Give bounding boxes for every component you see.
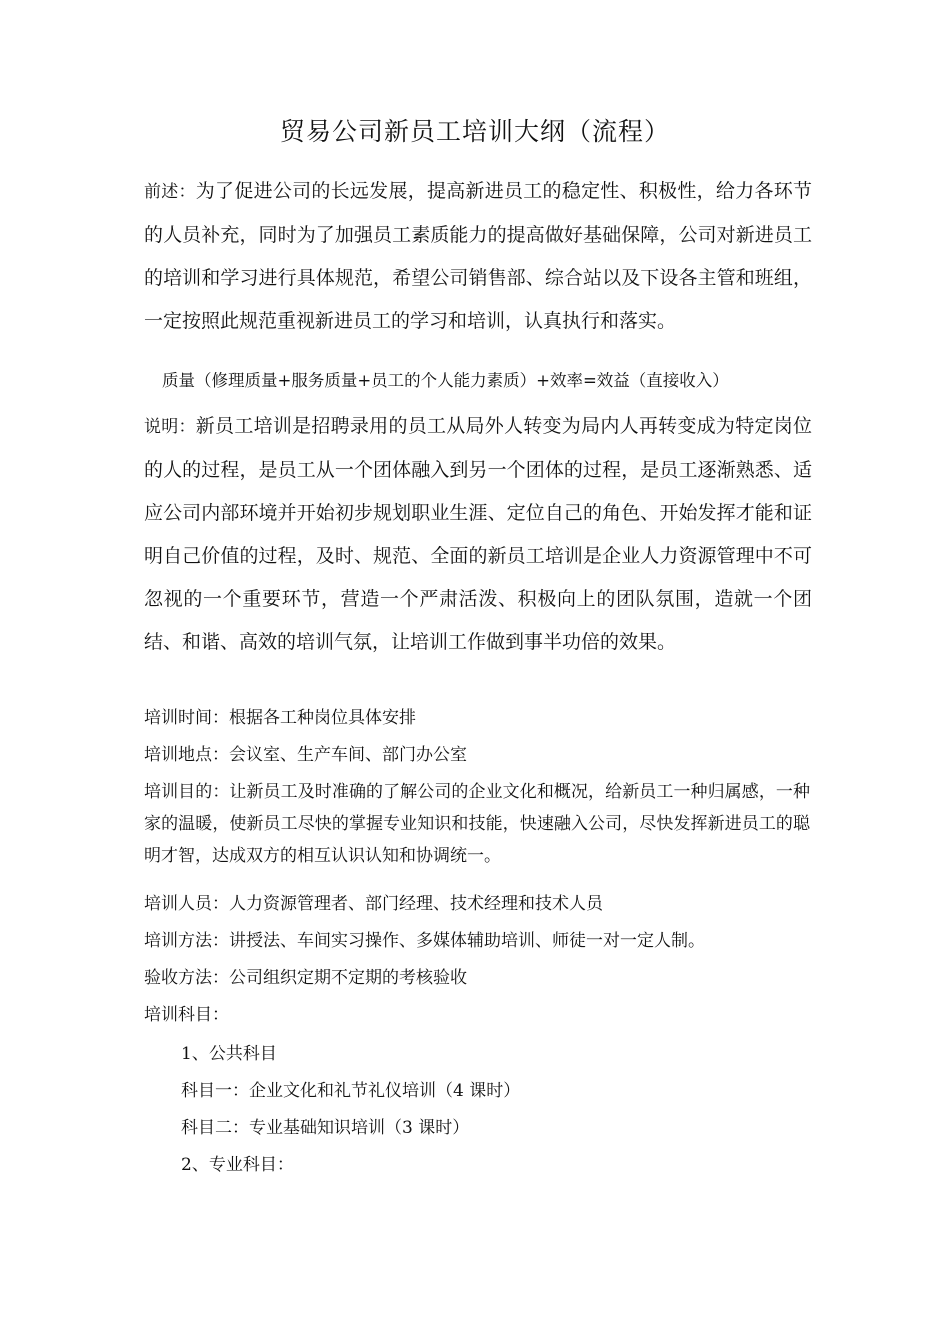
explanation-label: 说明： bbox=[144, 417, 196, 437]
foreword-label: 前述： bbox=[144, 182, 196, 202]
foreword-text: 为了促进公司的长远发展，提高新进员工的稳定性、积极性，给力各环节的人员补充，同时为了加强员工素质能力的提高做好基础保障，公司对新进员工的培训和学习进行具体规范，希望公司销售部、综合站以及下设各主管和班组，一定按照此规范重视新进员工的学习和培训，认真执行和落实。 bbox=[144, 180, 812, 332]
training-purpose: 培训目的：让新员工及时准确的了解公司的企业文化和概况，给新员工一种归属感，一种家的温暖，使新员工尽快的掌握专业知识和技能，快速融入公司，尽快发挥新进员工的聪明才智，达成双方的相互认识认知和协调统一。 bbox=[144, 782, 810, 866]
formula-line: 质量（修理质量+服务质量+员工的个人能力素质）+效率=效益（直接收入） bbox=[162, 371, 729, 390]
training-time: 培训时间：根据各工种岗位具体安排 bbox=[144, 708, 416, 728]
acceptance-method: 验收方法：公司组织定期不定期的考核验收 bbox=[144, 968, 467, 988]
document-title: 贸易公司新员工培训大纲（流程） bbox=[279, 117, 670, 146]
subject-two: 科目二：专业基础知识培训（3 课时） bbox=[181, 1118, 470, 1138]
subjects-label: 培训科目： bbox=[144, 1005, 229, 1025]
training-place: 培训地点：会议室、生产车间、部门办公室 bbox=[144, 745, 467, 765]
public-subjects-heading: 1、公共科目 bbox=[181, 1044, 277, 1064]
explanation-text: 新员工培训是招聘录用的员工从局外人转变为局内人再转变成为特定岗位的人的过程，是员工从一个团体融入到另一个团体的过程，是员工逐渐熟悉、适应公司内部环境并开始初步规划职业生涯、定位自己的角色、开始发挥才能和证明自己价值的过程，及时、规范、全面的新员工培训是企业人力资源管理中不可忽视的一个重要环节，营造一个严肃活泼、积极向上的团队氛围，造就一个团结、和谐、高效的培训气氛，让培训工作做到事半功倍的效果。 bbox=[144, 415, 812, 653]
professional-subjects-heading: 2、专业科目： bbox=[181, 1155, 294, 1175]
foreword-paragraph bbox=[144, 170, 812, 343]
explanation-paragraph bbox=[144, 405, 812, 664]
subject-one: 科目一：企业文化和礼节礼仪培训（4 课时） bbox=[181, 1081, 521, 1101]
training-staff: 培训人员：人力资源管理者、部门经理、技术经理和技术人员 bbox=[144, 894, 603, 914]
training-method: 培训方法：讲授法、车间实习操作、多媒体辅助培训、师徒一对一定人制。 bbox=[144, 931, 705, 951]
